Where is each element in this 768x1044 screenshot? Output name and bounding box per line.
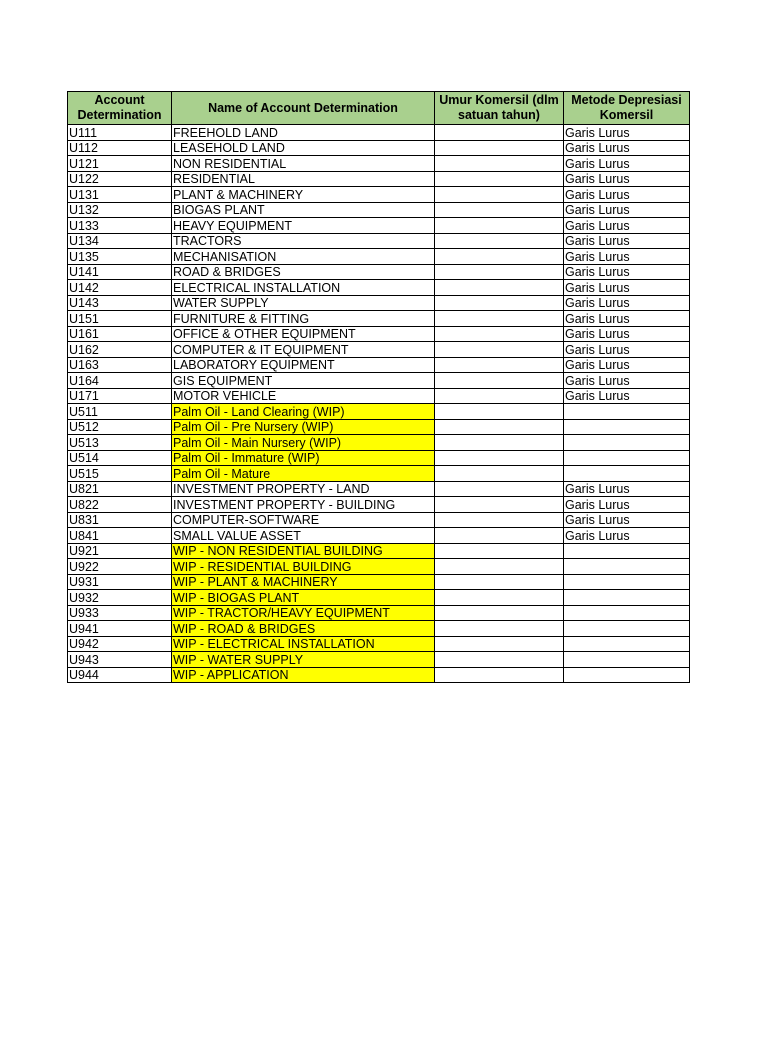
header-name-of-account-determination: Name of Account Determination bbox=[172, 92, 435, 125]
cell-umur-komersil[interactable] bbox=[435, 636, 564, 652]
header-umur-komersil: Umur Komersil (dlm satuan tahun) bbox=[435, 92, 564, 125]
table-row bbox=[68, 264, 690, 280]
cell-account-name[interactable]: WIP - ELECTRICAL INSTALLATION bbox=[172, 636, 435, 652]
cell-umur-komersil[interactable] bbox=[435, 543, 564, 559]
cell-account-code[interactable]: U132 bbox=[68, 202, 172, 218]
cell-account-code[interactable]: U122 bbox=[68, 171, 172, 187]
table-row bbox=[68, 171, 690, 187]
cell-umur-komersil[interactable] bbox=[435, 466, 564, 482]
cell-metode-depresiasi[interactable] bbox=[564, 419, 690, 435]
table-row bbox=[68, 652, 690, 668]
table-row bbox=[68, 590, 690, 606]
cell-umur-komersil[interactable] bbox=[435, 605, 564, 621]
cell-metode-depresiasi[interactable] bbox=[564, 559, 690, 575]
cell-account-code[interactable]: U942 bbox=[68, 636, 172, 652]
cell-account-code[interactable]: U514 bbox=[68, 450, 172, 466]
cell-account-code[interactable]: U162 bbox=[68, 342, 172, 358]
cell-metode-depresiasi[interactable]: Garis Lurus bbox=[564, 218, 690, 234]
cell-account-code[interactable]: U841 bbox=[68, 528, 172, 544]
table-row bbox=[68, 311, 690, 327]
cell-account-code[interactable]: U831 bbox=[68, 512, 172, 528]
cell-metode-depresiasi[interactable]: Garis Lurus bbox=[564, 373, 690, 389]
cell-account-code[interactable]: U944 bbox=[68, 667, 172, 683]
cell-metode-depresiasi[interactable]: Garis Lurus bbox=[564, 512, 690, 528]
table-row bbox=[68, 636, 690, 652]
table-row bbox=[68, 218, 690, 234]
cell-metode-depresiasi[interactable]: Garis Lurus bbox=[564, 264, 690, 280]
table-row bbox=[68, 481, 690, 497]
cell-account-code[interactable]: U513 bbox=[68, 435, 172, 451]
cell-account-code[interactable]: U512 bbox=[68, 419, 172, 435]
cell-metode-depresiasi[interactable]: Garis Lurus bbox=[564, 233, 690, 249]
cell-account-name[interactable]: WIP - NON RESIDENTIAL BUILDING bbox=[172, 543, 435, 559]
cell-account-name[interactable]: HEAVY EQUIPMENT bbox=[172, 218, 435, 234]
table-row bbox=[68, 435, 690, 451]
cell-metode-depresiasi[interactable]: Garis Lurus bbox=[564, 311, 690, 327]
table-row bbox=[68, 342, 690, 358]
table-header bbox=[68, 92, 690, 125]
cell-metode-depresiasi[interactable]: Garis Lurus bbox=[564, 388, 690, 404]
cell-account-name[interactable]: Palm Oil - Main Nursery (WIP) bbox=[172, 435, 435, 451]
cell-umur-komersil[interactable] bbox=[435, 342, 564, 358]
cell-umur-komersil[interactable] bbox=[435, 497, 564, 513]
cell-metode-depresiasi[interactable] bbox=[564, 543, 690, 559]
table-row bbox=[68, 233, 690, 249]
table-row bbox=[68, 404, 690, 420]
cell-umur-komersil[interactable] bbox=[435, 156, 564, 172]
cell-umur-komersil[interactable] bbox=[435, 621, 564, 637]
cell-account-name[interactable]: TRACTORS bbox=[172, 233, 435, 249]
cell-account-name[interactable]: PLANT & MACHINERY bbox=[172, 187, 435, 203]
cell-umur-komersil[interactable] bbox=[435, 202, 564, 218]
cell-metode-depresiasi[interactable] bbox=[564, 667, 690, 683]
cell-account-code[interactable]: U131 bbox=[68, 187, 172, 203]
cell-account-code[interactable]: U133 bbox=[68, 218, 172, 234]
cell-metode-depresiasi[interactable]: Garis Lurus bbox=[564, 357, 690, 373]
table-row bbox=[68, 559, 690, 575]
cell-metode-depresiasi[interactable] bbox=[564, 404, 690, 420]
table-row bbox=[68, 156, 690, 172]
cell-umur-komersil[interactable] bbox=[435, 667, 564, 683]
cell-account-name[interactable]: WIP - APPLICATION bbox=[172, 667, 435, 683]
cell-metode-depresiasi[interactable] bbox=[564, 450, 690, 466]
header-metode-depresiasi: Metode Depresiasi Komersil bbox=[564, 92, 690, 125]
cell-account-code[interactable]: U161 bbox=[68, 326, 172, 342]
cell-account-name[interactable]: LEASEHOLD LAND bbox=[172, 140, 435, 156]
cell-account-name[interactable]: NON RESIDENTIAL bbox=[172, 156, 435, 172]
cell-umur-komersil[interactable] bbox=[435, 218, 564, 234]
cell-metode-depresiasi[interactable] bbox=[564, 466, 690, 482]
cell-account-code[interactable]: U134 bbox=[68, 233, 172, 249]
cell-umur-komersil[interactable] bbox=[435, 590, 564, 606]
cell-umur-komersil[interactable] bbox=[435, 187, 564, 203]
cell-umur-komersil[interactable] bbox=[435, 512, 564, 528]
cell-metode-depresiasi[interactable] bbox=[564, 652, 690, 668]
table-row bbox=[68, 574, 690, 590]
table-row bbox=[68, 497, 690, 513]
table-row bbox=[68, 357, 690, 373]
header-account-determination: Account Determination bbox=[68, 92, 172, 125]
table-row bbox=[68, 280, 690, 296]
cell-metode-depresiasi[interactable]: Garis Lurus bbox=[564, 481, 690, 497]
cell-account-name[interactable]: SMALL VALUE ASSET bbox=[172, 528, 435, 544]
cell-account-code[interactable]: U171 bbox=[68, 388, 172, 404]
table-row bbox=[68, 621, 690, 637]
cell-account-name[interactable]: FREEHOLD LAND bbox=[172, 125, 435, 141]
cell-account-name[interactable]: WIP - PLANT & MACHINERY bbox=[172, 574, 435, 590]
cell-account-name[interactable]: COMPUTER & IT EQUIPMENT bbox=[172, 342, 435, 358]
table-row bbox=[68, 419, 690, 435]
cell-umur-komersil[interactable] bbox=[435, 233, 564, 249]
header-row bbox=[68, 92, 690, 125]
cell-umur-komersil[interactable] bbox=[435, 326, 564, 342]
cell-metode-depresiasi[interactable]: Garis Lurus bbox=[564, 249, 690, 265]
table-row bbox=[68, 605, 690, 621]
cell-account-name[interactable]: Palm Oil - Pre Nursery (WIP) bbox=[172, 419, 435, 435]
cell-account-code[interactable]: U931 bbox=[68, 574, 172, 590]
cell-umur-komersil[interactable] bbox=[435, 264, 564, 280]
cell-metode-depresiasi[interactable] bbox=[564, 574, 690, 590]
cell-account-code[interactable]: U121 bbox=[68, 156, 172, 172]
cell-metode-depresiasi[interactable]: Garis Lurus bbox=[564, 497, 690, 513]
cell-metode-depresiasi[interactable] bbox=[564, 621, 690, 637]
cell-account-code[interactable]: U142 bbox=[68, 280, 172, 296]
cell-account-code[interactable]: U163 bbox=[68, 357, 172, 373]
cell-account-name[interactable]: COMPUTER-SOFTWARE bbox=[172, 512, 435, 528]
cell-umur-komersil[interactable] bbox=[435, 373, 564, 389]
cell-umur-komersil[interactable] bbox=[435, 388, 564, 404]
cell-umur-komersil[interactable] bbox=[435, 574, 564, 590]
cell-account-name[interactable]: RESIDENTIAL bbox=[172, 171, 435, 187]
cell-account-code[interactable]: U164 bbox=[68, 373, 172, 389]
table-row bbox=[68, 528, 690, 544]
table-row bbox=[68, 388, 690, 404]
cell-account-code[interactable]: U932 bbox=[68, 590, 172, 606]
cell-account-code[interactable]: U941 bbox=[68, 621, 172, 637]
cell-umur-komersil[interactable] bbox=[435, 280, 564, 296]
cell-umur-komersil[interactable] bbox=[435, 481, 564, 497]
cell-account-code[interactable]: U821 bbox=[68, 481, 172, 497]
cell-account-code[interactable]: U922 bbox=[68, 559, 172, 575]
cell-account-name[interactable]: Palm Oil - Immature (WIP) bbox=[172, 450, 435, 466]
cell-account-code[interactable]: U933 bbox=[68, 605, 172, 621]
cell-account-code[interactable]: U511 bbox=[68, 404, 172, 420]
cell-metode-depresiasi[interactable] bbox=[564, 590, 690, 606]
cell-account-code[interactable]: U111 bbox=[68, 125, 172, 141]
cell-account-name[interactable]: INVESTMENT PROPERTY - LAND bbox=[172, 481, 435, 497]
cell-umur-komersil[interactable] bbox=[435, 140, 564, 156]
cell-account-name[interactable]: WIP - WATER SUPPLY bbox=[172, 652, 435, 668]
cell-metode-depresiasi[interactable]: Garis Lurus bbox=[564, 528, 690, 544]
cell-account-code[interactable]: U112 bbox=[68, 140, 172, 156]
cell-account-name[interactable]: ROAD & BRIDGES bbox=[172, 264, 435, 280]
table-row bbox=[68, 667, 690, 683]
cell-metode-depresiasi[interactable]: Garis Lurus bbox=[564, 326, 690, 342]
table-body bbox=[68, 125, 690, 683]
cell-umur-komersil[interactable] bbox=[435, 435, 564, 451]
cell-umur-komersil[interactable] bbox=[435, 559, 564, 575]
cell-account-code[interactable]: U822 bbox=[68, 497, 172, 513]
table-row bbox=[68, 295, 690, 311]
table-row bbox=[68, 125, 690, 141]
cell-metode-depresiasi[interactable]: Garis Lurus bbox=[564, 156, 690, 172]
table-row bbox=[68, 512, 690, 528]
table-row bbox=[68, 187, 690, 203]
cell-umur-komersil[interactable] bbox=[435, 171, 564, 187]
cell-account-name[interactable]: WATER SUPPLY bbox=[172, 295, 435, 311]
cell-account-name[interactable]: WIP - RESIDENTIAL BUILDING bbox=[172, 559, 435, 575]
table-row bbox=[68, 543, 690, 559]
table-row bbox=[68, 249, 690, 265]
cell-account-name[interactable]: INVESTMENT PROPERTY - BUILDING bbox=[172, 497, 435, 513]
cell-account-name[interactable]: FURNITURE & FITTING bbox=[172, 311, 435, 327]
cell-metode-depresiasi[interactable] bbox=[564, 605, 690, 621]
cell-umur-komersil[interactable] bbox=[435, 311, 564, 327]
cell-umur-komersil[interactable] bbox=[435, 404, 564, 420]
cell-metode-depresiasi[interactable]: Garis Lurus bbox=[564, 125, 690, 141]
cell-account-name[interactable]: WIP - BIOGAS PLANT bbox=[172, 590, 435, 606]
cell-account-name[interactable]: MOTOR VEHICLE bbox=[172, 388, 435, 404]
cell-account-name[interactable]: ELECTRICAL INSTALLATION bbox=[172, 280, 435, 296]
cell-metode-depresiasi[interactable]: Garis Lurus bbox=[564, 140, 690, 156]
cell-account-code[interactable]: U141 bbox=[68, 264, 172, 280]
cell-account-name[interactable]: MECHANISATION bbox=[172, 249, 435, 265]
cell-umur-komersil[interactable] bbox=[435, 652, 564, 668]
table-row bbox=[68, 466, 690, 482]
cell-account-name[interactable]: WIP - TRACTOR/HEAVY EQUIPMENT bbox=[172, 605, 435, 621]
cell-umur-komersil[interactable] bbox=[435, 528, 564, 544]
cell-metode-depresiasi[interactable]: Garis Lurus bbox=[564, 280, 690, 296]
table-row bbox=[68, 202, 690, 218]
cell-account-name[interactable]: GIS EQUIPMENT bbox=[172, 373, 435, 389]
account-determination-table bbox=[67, 91, 690, 683]
cell-metode-depresiasi[interactable]: Garis Lurus bbox=[564, 171, 690, 187]
cell-metode-depresiasi[interactable]: Garis Lurus bbox=[564, 342, 690, 358]
cell-umur-komersil[interactable] bbox=[435, 125, 564, 141]
table-row bbox=[68, 373, 690, 389]
cell-account-code[interactable]: U135 bbox=[68, 249, 172, 265]
cell-account-code[interactable]: U943 bbox=[68, 652, 172, 668]
cell-account-code[interactable]: U921 bbox=[68, 543, 172, 559]
cell-account-code[interactable]: U515 bbox=[68, 466, 172, 482]
cell-account-name[interactable]: Palm Oil - Land Clearing (WIP) bbox=[172, 404, 435, 420]
cell-metode-depresiasi[interactable] bbox=[564, 636, 690, 652]
table-row bbox=[68, 450, 690, 466]
cell-account-name[interactable]: OFFICE & OTHER EQUIPMENT bbox=[172, 326, 435, 342]
cell-umur-komersil[interactable] bbox=[435, 419, 564, 435]
cell-metode-depresiasi[interactable]: Garis Lurus bbox=[564, 295, 690, 311]
cell-umur-komersil[interactable] bbox=[435, 450, 564, 466]
cell-metode-depresiasi[interactable]: Garis Lurus bbox=[564, 202, 690, 218]
cell-account-code[interactable]: U143 bbox=[68, 295, 172, 311]
cell-account-name[interactable]: WIP - ROAD & BRIDGES bbox=[172, 621, 435, 637]
cell-account-name[interactable]: LABORATORY EQUIPMENT bbox=[172, 357, 435, 373]
table-row bbox=[68, 326, 690, 342]
cell-account-code[interactable]: U151 bbox=[68, 311, 172, 327]
cell-metode-depresiasi[interactable] bbox=[564, 435, 690, 451]
cell-metode-depresiasi[interactable]: Garis Lurus bbox=[564, 187, 690, 203]
cell-umur-komersil[interactable] bbox=[435, 249, 564, 265]
cell-account-name[interactable]: Palm Oil - Mature bbox=[172, 466, 435, 482]
cell-umur-komersil[interactable] bbox=[435, 357, 564, 373]
cell-umur-komersil[interactable] bbox=[435, 295, 564, 311]
cell-account-name[interactable]: BIOGAS PLANT bbox=[172, 202, 435, 218]
table-row bbox=[68, 140, 690, 156]
